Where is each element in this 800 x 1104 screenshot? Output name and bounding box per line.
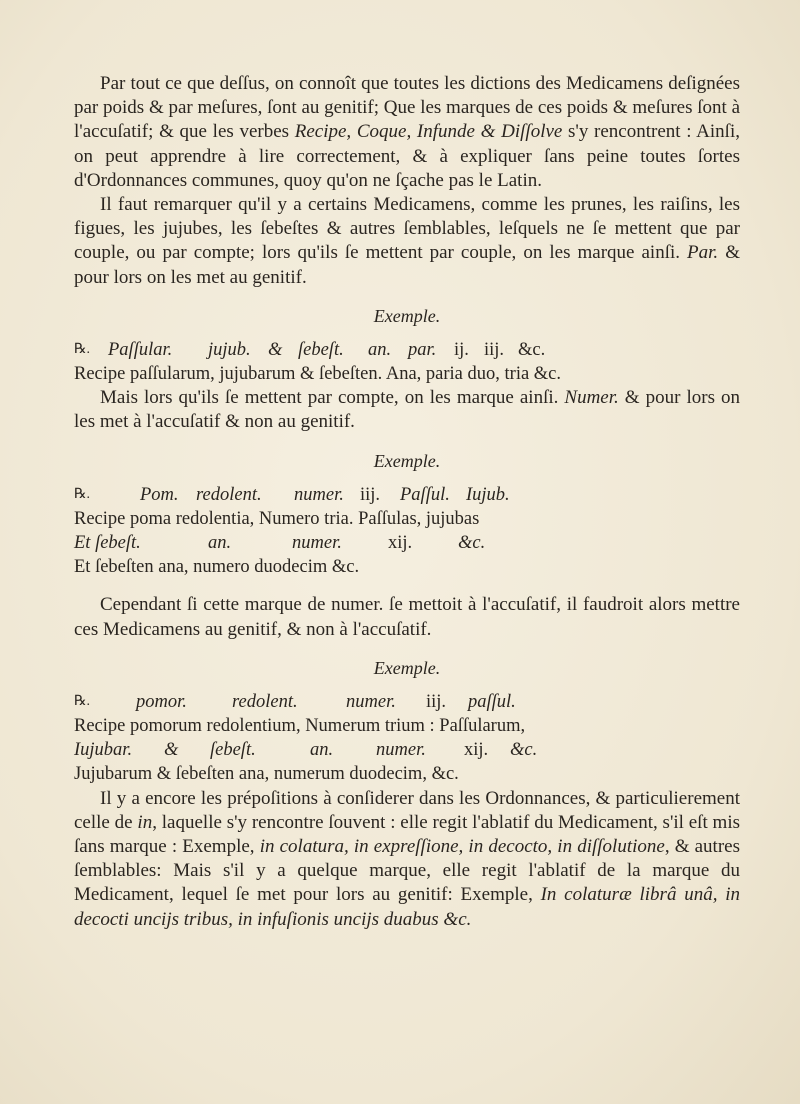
genitive-examples: In colaturæ librâ unâ, in decocti uncijs tribus, in infuſionis uncijs duabus &c. — [74, 884, 740, 930]
ex2-line3-word: xij. — [388, 533, 413, 554]
example-heading-1: Exemple. — [373, 305, 441, 326]
ex3-word: numer. — [346, 691, 396, 712]
paragraph-2 — [74, 193, 740, 290]
ex1-recipe-text: Recipe paſſularum, jujubarum & ſebeſten. Ana, paria duo, tria &c. — [74, 364, 562, 385]
ex1-word: &c. — [518, 339, 546, 360]
ex2-word: Paſſul. — [400, 484, 450, 505]
ex1-word: Paſſular. — [108, 339, 173, 360]
numer-mark: Numer. — [564, 387, 619, 409]
paragraph-5 — [74, 787, 740, 932]
ex3-word: redolent. — [232, 691, 298, 712]
example-3-prescription-line — [74, 690, 740, 714]
ex3-line3-word: & — [164, 740, 179, 761]
ex1-word: ſebeſt. — [298, 339, 344, 360]
example-heading-3: Exemple. — [373, 657, 441, 678]
rx-symbol: ℞. — [74, 693, 91, 709]
example-3-line-2 — [74, 714, 740, 738]
example-2-line-2 — [74, 507, 740, 531]
ex2-word: redolent. — [196, 484, 262, 505]
ex2-word: Pom. — [140, 484, 179, 505]
ex2-line2-text: Recipe poma redolentia, Numero tria. Paſſulas, jujubas — [74, 508, 480, 529]
ex2-line4-text: Et ſebeſten ana, numero duodecim &c. — [74, 557, 360, 578]
ablative-examples: in colatura, in expreſſione, in decocto, in diſſolutione — [259, 836, 665, 858]
example-2-line-3 — [74, 531, 740, 555]
ex2-word: Iujub. — [466, 484, 510, 505]
paragraph-3-text-b: & pour lors on les met à l'accuſatif & non au genitif. — [74, 387, 740, 433]
ex2-word: numer. — [294, 484, 344, 505]
paragraph-1-text-b: s'y rencontrent : Ainſi, on peut apprendre à lire correctement, & à expliquer ſans peine toutes ſortes d'Ordonnances communes, quoy qu'on ne ſçache pas le Latin. — [74, 121, 740, 191]
ex2-line3-word: Et ſebeſt. — [74, 533, 141, 554]
ex1-word: iij. — [484, 339, 505, 360]
paragraph-2-text-a: Il faut remarquer qu'il y a certains Medicamens, comme les prunes, les raiſins, les figues, les jujubes, les ſebeſtes & autres ſemblables, leſquels ne ſe mettent que par couple, ou par compte; lors qu'ils ſe mettent par couple, on les marque ainſi. — [74, 194, 740, 264]
ex2-line3-word: an. — [208, 533, 232, 554]
rx-symbol: ℞. — [74, 486, 91, 502]
ex3-word: pomor. — [136, 691, 187, 712]
paragraph-5-text-c: , & autres ſemblables: Mais s'il y a quelque marque, elle regit l'ablatif de la marque du Medicament, lequel ſe met pour lors au genitif: Exemple, — [74, 836, 740, 906]
example-3-line-3 — [74, 738, 740, 762]
ex2-line3-word: numer. — [292, 533, 342, 554]
ex1-word: an. — [368, 339, 392, 360]
page-text — [74, 72, 740, 932]
paragraph-2-text-b: & pour lors on les met au genitif. — [74, 242, 740, 288]
paragraph-4: Cependant ſi cette marque de numer. ſe mettoit à l'accuſatif, il faudroit alors mettre ces Medicamens au genitif, & non à l'accuſatif. — [74, 594, 740, 640]
paragraph-3 — [74, 386, 740, 434]
ex3-line2-text: Recipe pomorum redolentium, Numerum trium : Paſſularum, — [74, 716, 526, 737]
par-mark: Par. — [687, 242, 719, 264]
ex3-line4-text: Jujubarum & ſebeſten ana, numerum duodecim, &c. — [74, 764, 459, 785]
ex1-word: par. — [408, 339, 437, 360]
example-1-prescription-line — [74, 338, 740, 362]
ex3-line3-word: xij. — [464, 740, 489, 761]
ex1-word: & — [268, 339, 283, 360]
paragraph-3-text-a: Mais lors qu'ils ſe mettent par compte, on les marque ainſi. — [100, 387, 565, 409]
example-2-line-4 — [74, 555, 740, 579]
example-heading-2: Exemple. — [373, 450, 441, 471]
ex3-word: iij. — [426, 691, 447, 712]
paragraph-1-text-a: Par tout ce que deſſus, on connoît que toutes les dictions des Medicamens deſignées par poids & par meſures, ſont au genitif; Que les marques de ces poids & meſures ſont à l'accuſatif; & que les verbes — [74, 73, 740, 143]
paragraph-1 — [74, 72, 740, 193]
example-1-recipe-line — [74, 362, 740, 386]
ex3-line3-word: numer. — [376, 740, 426, 761]
rx-symbol: ℞. — [74, 341, 91, 357]
paragraph-5-text-a: Il y a encore les prépoſitions à conſiderer dans les Ordonnances, & particulierement celle de — [74, 787, 740, 833]
ex3-line3-word: Iujubar. — [74, 740, 133, 761]
ex1-word: ij. — [454, 339, 469, 360]
in-preposition: in — [137, 811, 153, 833]
latin-verbs: Recipe, Coque, Infunde & Diſſolve — [294, 121, 563, 143]
ex3-line3-word: an. — [310, 740, 334, 761]
ex2-line3-word: &c. — [458, 533, 486, 554]
ex2-word: iij. — [360, 484, 381, 505]
ex3-word: paſſul. — [468, 691, 516, 712]
paragraph-5-text-b: , laquelle s'y rencontre ſouvent : elle regit l'ablatif du Medicament, s'il eſt mis ſans marque : Exemple, — [74, 811, 740, 858]
ex3-line3-word: ſebeſt. — [210, 740, 256, 761]
example-3-line-4 — [74, 762, 740, 786]
ex1-word: jujub. — [208, 339, 251, 360]
example-2-prescription-line — [74, 483, 740, 507]
ex3-line3-word: &c. — [510, 740, 538, 761]
